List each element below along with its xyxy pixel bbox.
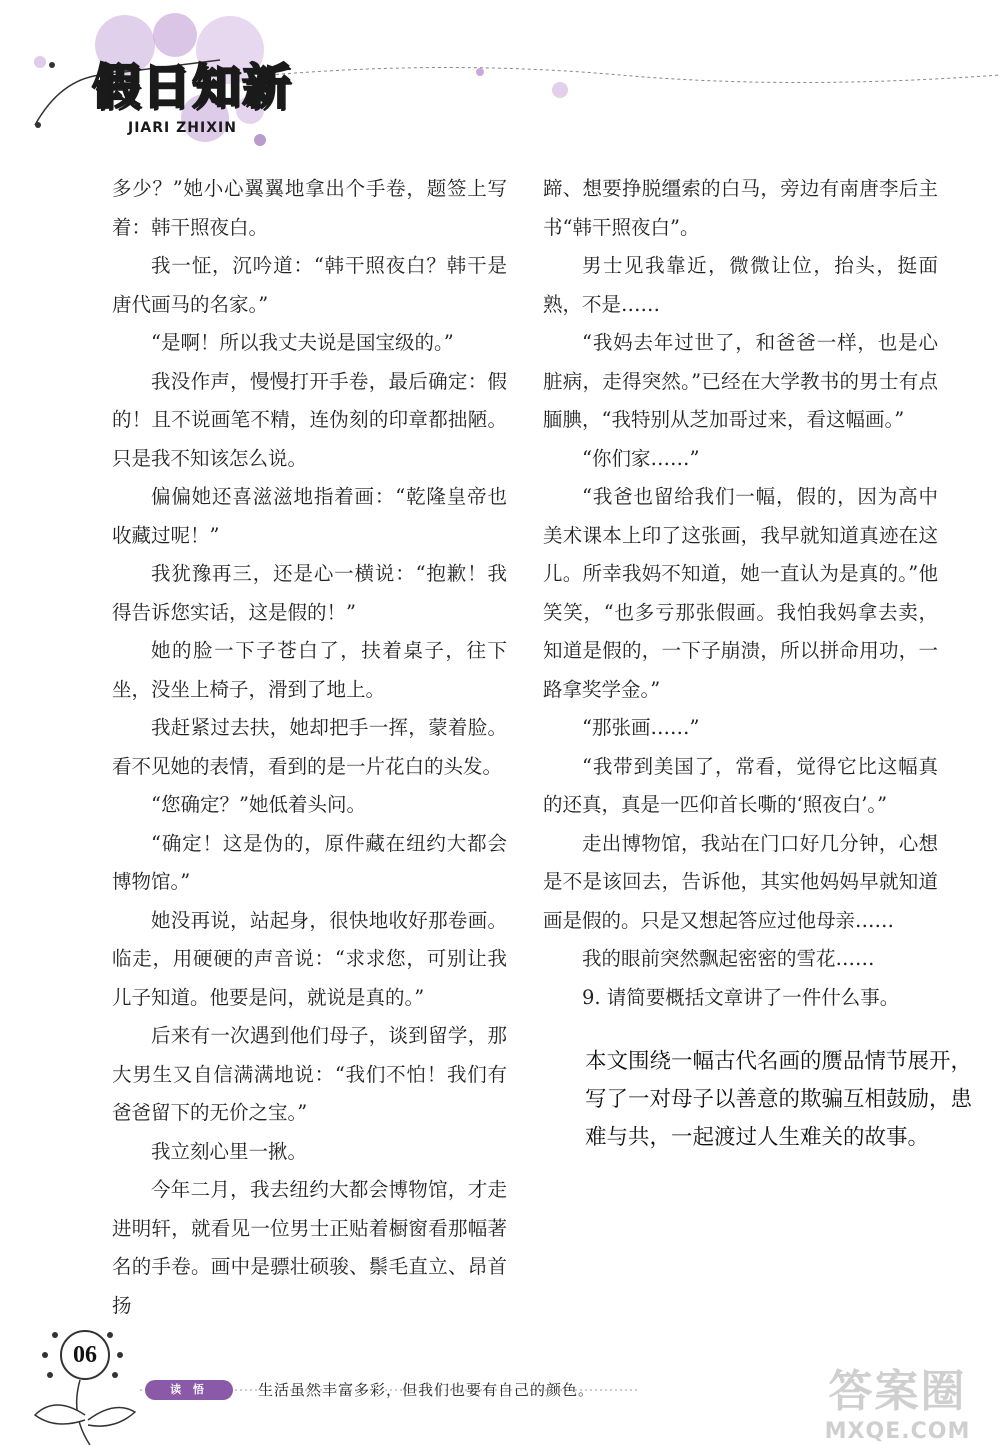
watermark-text: 答案圈 bbox=[828, 1366, 967, 1417]
section-tag: 读 悟 bbox=[145, 1380, 233, 1400]
footer-motto: 生活虽然丰富多彩，但我们也要有自己的颜色。 bbox=[258, 1381, 595, 1399]
paragraph: “我爸也留给我们一幅，假的，因为高中美术课本上印了这张画，我早就知道真迹在这儿。所幸我妈不知道，她一直认为是真的。”他笑笑，“也多亏那张假画。我怕我妈拿去卖，知道是假的，一下子崩溃，所以拼命用功，一路拿奖学金。” bbox=[543, 485, 938, 701]
paragraph: 蹄、想要挣脱缰索的白马，旁边有南唐李后主书“韩干照夜白”。 bbox=[543, 177, 938, 239]
answer-text: 本文围绕一幅古代名画的赝品情节展开，写了一对母子以善意的欺骗互相鼓励，患难与共，一起渡过人生难关的故事。 bbox=[585, 1049, 973, 1150]
question: 9. 请简要概括文章讲了一件什么事。 bbox=[582, 985, 900, 1009]
paragraph: 今年二月，我去纽约大都会博物馆，才走进明轩，就看见一位男士正贴着橱窗看那幅著名的手卷。画中是骠壮硕骏、鬃毛直立、昂首扬 bbox=[112, 1178, 507, 1317]
paragraph: 我没作声，慢慢打开手卷，最后确定：假的！且不说画笔不精，连伪刻的印章都拙陋。只是我不知该怎么说。 bbox=[112, 369, 507, 470]
paragraph: 她的脸一下子苍白了，扶着桌子，往下坐，没坐上椅子，滑到了地上。 bbox=[112, 639, 507, 701]
logo-subtitle: JIARI ZHIXIN bbox=[128, 120, 237, 136]
paragraph: “确定！这是伪的，原件藏在纽约大都会博物馆。” bbox=[112, 831, 507, 893]
page-number: 06 bbox=[60, 1330, 110, 1380]
logo-title: 假日知新 bbox=[92, 59, 293, 115]
right-column bbox=[543, 170, 938, 1017]
paragraph: 偏偏她还喜滋滋地指着画：“乾隆皇帝也收藏过呢！” bbox=[112, 485, 507, 547]
paragraph: 我赶紧过去扶，她却把手一挥，蒙着脸。看不见她的表情，看到的是一片花白的头发。 bbox=[112, 716, 507, 778]
paragraph: 多少？”她小心翼翼地拿出个手卷，题签上写着：韩干照夜白。 bbox=[112, 177, 507, 239]
paragraph: 我犹豫再三，还是心一横说：“抱歉！我得告诉您实话，这是假的！” bbox=[112, 562, 507, 624]
paragraph: “那张画……” bbox=[582, 716, 700, 739]
paragraph: “是啊！所以我丈夫说是国宝级的。” bbox=[151, 331, 454, 354]
watermark bbox=[810, 1355, 985, 1444]
paragraph: 我的眼前突然飘起密密的雪花…… bbox=[582, 947, 875, 970]
watermark-url: MXQE.COM bbox=[824, 1419, 971, 1444]
paragraph: 她没再说，站起身，很快地收好那卷画。临走，用硬硬的声音说：“求求您，可别让我儿子知道。他要是问，就说是真的。” bbox=[112, 908, 507, 1009]
paragraph: “您确定？”她低着头问。 bbox=[151, 793, 366, 816]
paragraph: “你们家……” bbox=[582, 446, 700, 470]
paragraph: “我带到美国了，常看，觉得它比这幅真的还真，真是一匹仰首长嘶的‘照夜白’。” bbox=[543, 754, 938, 816]
page-header bbox=[0, 0, 1000, 170]
paragraph: “我妈去年过世了，和爸爸一样，也是心脏病，走得突然。”已经在大学教书的男士有点腼腆，“我特别从芝加哥过来，看这幅画。” bbox=[543, 331, 938, 431]
paragraph: 走出博物馆，我站在门口好几分钟，心想是不是该回去，告诉他，其实他妈妈早就知道画是假的。只是又想起答应过他母亲…… bbox=[543, 831, 938, 932]
paragraph: 后来有一次遇到他们母子，谈到留学，那大男生又自信满满地说：“我们不怕！我们有爸爸留下的无价之宝。” bbox=[112, 1024, 507, 1124]
paragraph: 我一怔，沉吟道：“韩干照夜白？韩干是唐代画马的名家。” bbox=[112, 254, 507, 316]
left-column bbox=[112, 170, 507, 1325]
paragraph: 我立刻心里一揪。 bbox=[151, 1139, 308, 1163]
paragraph: 男士见我靠近，微微让位，抬头，挺面熟，不是…… bbox=[543, 254, 938, 316]
